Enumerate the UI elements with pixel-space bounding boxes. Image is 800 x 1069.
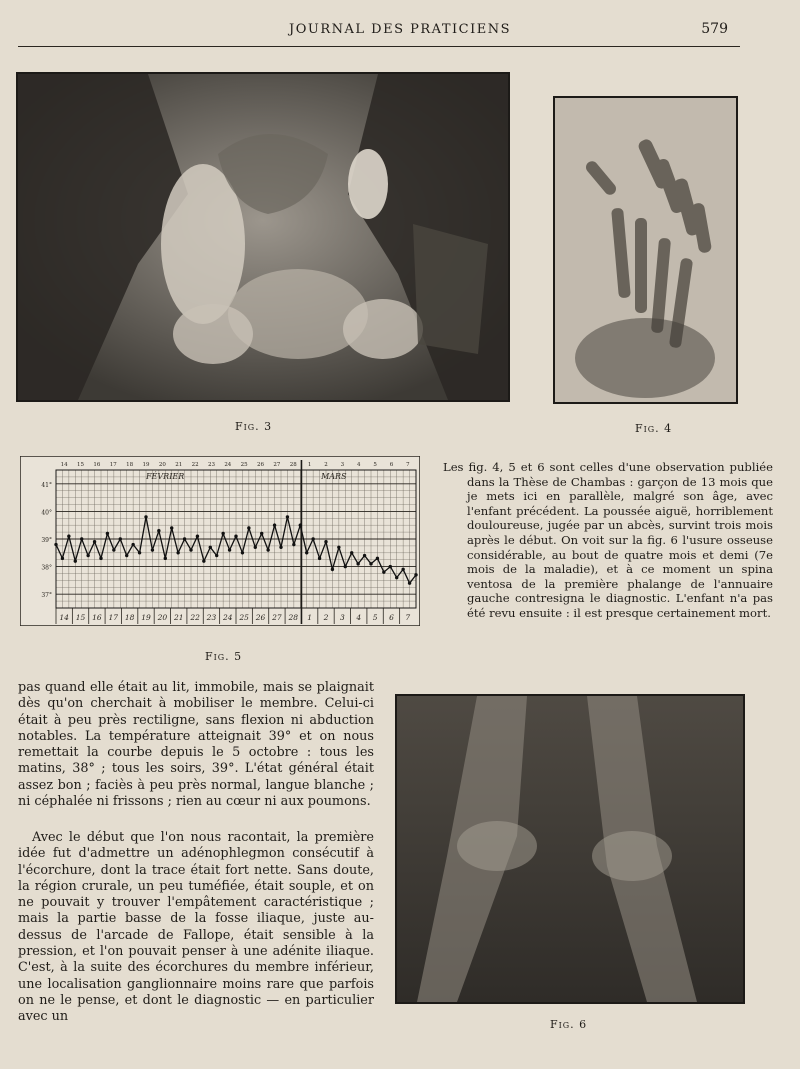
x-tick-label: 26 (255, 613, 266, 622)
temperature-point (356, 562, 359, 565)
x-tick-label: 27 (272, 613, 282, 622)
top-date-label: 7 (406, 462, 410, 468)
fig5-temperature-chart (20, 456, 420, 626)
fig4-radiograph (553, 96, 738, 404)
temperature-point (157, 529, 160, 532)
y-tick-label: 40° (41, 509, 52, 517)
top-date-label: 17 (109, 462, 117, 468)
temperature-point (260, 532, 263, 535)
x-tick-label: 21 (173, 613, 184, 622)
temperature-point (369, 562, 372, 565)
temperature-point (363, 554, 366, 557)
temperature-point (382, 570, 385, 573)
temperature-point (54, 543, 57, 546)
observation-paragraph: Les fig. 4, 5 et 6 sont celles d'une observation publiée dans la Thèse de Chambas : garçon de 13 mois que je mets ici en parallèle, malgré son âge, avec l'enfant précédent. La poussée aiguë, horriblement douloureuse, jugée par un abcès, survint trois mois après le début. On voit sur la fig. 6 l'usure osseuse considérable, au bout de quatre mois et demi (7e mois de la maladie), et à ce moment un spina ventosa de la première phalange de l'annuaire gauche contresigna le diagnostic. L'enfant n'a pas été revu ensuite : il est presque certainement mort. (443, 460, 773, 620)
temperature-point (189, 548, 192, 551)
top-date-label: 16 (93, 462, 101, 468)
top-date-label: 6 (389, 462, 394, 468)
temperature-point (151, 548, 154, 551)
temperature-point (164, 557, 167, 560)
top-date-label: 1 (307, 462, 312, 468)
temperature-point (305, 551, 308, 554)
paragraph-text: pas quand elle était au lit, immobile, mais se plaignait dès qu'on cherchait à mobiliser le membre. Celui-ci était à peu près rectiligne, sans flexion ni abduction notables. La température atteignait 39° et on nous remettait la courbe depuis le 5 octobre : tous les matins, 38° ; tous les soirs, 39°. L'état général était assez bon ; faciès à peu près normal, langue blanche ; ni céphalée ni frissons ; rien au cœur ni aux poumons. (18, 680, 374, 810)
temperature-point (414, 573, 417, 576)
top-date-label: 19 (142, 462, 150, 468)
x-tick-label: 4 (356, 613, 362, 622)
y-tick-label: 37° (41, 592, 52, 600)
top-date-label: 22 (191, 462, 199, 468)
temperature-point (202, 559, 205, 562)
x-tick-label: 18 (124, 613, 135, 622)
x-tick-label: 16 (92, 613, 102, 622)
fig6-caption: Fig. 6 (550, 1018, 588, 1031)
temperature-point (74, 559, 77, 562)
fig4-caption: Fig. 4 (635, 422, 673, 435)
x-tick-label: 17 (108, 613, 119, 622)
temperature-point (80, 537, 83, 540)
month-label: MARS (321, 472, 347, 481)
temperature-point (138, 551, 141, 554)
month-label: FÉVRIER (146, 472, 185, 481)
temperature-point (209, 546, 212, 549)
fig3-radiograph (16, 72, 510, 402)
temperature-point (61, 557, 64, 560)
temperature-chart-svg (20, 456, 420, 626)
temperature-point (125, 554, 128, 557)
y-tick-label: 41° (41, 481, 52, 489)
temperature-point (401, 568, 404, 571)
temperature-point (119, 537, 122, 540)
top-date-label: 25 (240, 462, 248, 468)
temperature-point (254, 546, 257, 549)
fig5-caption: Fig. 5 (205, 650, 243, 663)
temperature-point (324, 540, 327, 543)
top-date-label: 27 (273, 462, 281, 468)
x-tick-label: 2 (323, 613, 329, 622)
temperature-point (408, 581, 411, 584)
x-tick-label: 7 (405, 613, 411, 622)
x-tick-label: 24 (223, 613, 233, 622)
temperature-point (389, 565, 392, 568)
header-rule (18, 46, 740, 47)
temperature-point (292, 543, 295, 546)
y-tick-label: 38° (41, 564, 52, 572)
x-tick-label: 3 (339, 613, 345, 622)
temperature-point (144, 515, 147, 518)
fig3-caption: Fig. 3 (235, 420, 273, 433)
temperature-point (99, 557, 102, 560)
temperature-point (228, 548, 231, 551)
running-title: JOURNAL DES PRATICIENS (289, 22, 511, 37)
temperature-point (196, 535, 199, 538)
fig6-radiograph (395, 694, 745, 1004)
top-date-label: 3 (340, 462, 345, 468)
top-date-label: 28 (289, 462, 297, 468)
top-date-label: 5 (373, 462, 377, 468)
temperature-point (183, 537, 186, 540)
left-column-paragraph-2 (18, 830, 374, 1026)
temperature-point (67, 535, 70, 538)
x-tick-label: 15 (75, 613, 86, 622)
x-tick-label: 20 (157, 613, 168, 622)
temperature-point (215, 554, 218, 557)
temperature-point (344, 565, 347, 568)
temperature-point (86, 554, 89, 557)
page-number: 579 (701, 21, 728, 37)
temperature-point (350, 551, 353, 554)
temperature-point (318, 557, 321, 560)
top-date-label: 24 (224, 462, 232, 468)
y-tick-label: 39° (41, 537, 52, 544)
top-date-label: 18 (126, 462, 134, 468)
x-tick-label: 6 (389, 613, 394, 622)
temperature-point (176, 551, 179, 554)
chart-frame (20, 456, 420, 626)
x-tick-label: 1 (307, 613, 313, 622)
top-date-label: 20 (158, 462, 166, 468)
right-column-text (443, 460, 773, 621)
paragraph-text: Avec le début que l'on nous racontait, la première idée fut d'admettre un adénophlegmon consécutif à l'écorchure, dont la trace était fort nette. Sans doute, la région crurale, un peu tuméfiée, était souple, et on ne pouvait y trouver l'empâtement caractéristique ; mais la partie basse de la fosse iliaque, juste au-dessus de l'arcade de Fallope, était sensible à la pression, et l'on pouvait penser à une adénite iliaque. C'est, à la suite des écorchures du membre inférieur, une localisation ganglionnaire moins rare que parfois on ne le pense, et dont le diagnostic — en particulier avec un (18, 830, 374, 1025)
temperature-point (106, 532, 109, 535)
top-date-label: 4 (356, 462, 361, 468)
top-date-label: 23 (207, 462, 215, 468)
x-tick-label: 14 (59, 613, 69, 622)
top-date-label: 21 (175, 462, 183, 468)
temperature-point (395, 576, 398, 579)
temperature-point (93, 540, 96, 543)
top-date-label: 26 (257, 462, 265, 468)
temperature-point (234, 535, 237, 538)
temperature-point (286, 515, 289, 518)
temperature-point (241, 551, 244, 554)
temperature-point (266, 548, 269, 551)
temperature-point (376, 557, 379, 560)
temperature-point (299, 524, 302, 527)
temperature-point (170, 526, 173, 529)
top-date-label: 15 (77, 462, 85, 468)
x-tick-label: 19 (141, 613, 151, 622)
temperature-point (221, 532, 224, 535)
temperature-point (112, 548, 115, 551)
x-tick-label: 5 (372, 613, 378, 622)
top-date-label: 14 (60, 462, 68, 468)
x-tick-label: 28 (288, 613, 299, 622)
x-tick-label: 25 (239, 613, 249, 622)
temperature-point (273, 524, 276, 527)
temperature-point (331, 568, 334, 571)
top-date-label: 2 (324, 462, 328, 468)
temperature-point (337, 546, 340, 549)
x-tick-label: 22 (190, 613, 200, 622)
x-tick-label: 23 (206, 613, 217, 622)
left-column-paragraph-1 (18, 680, 374, 810)
temperature-point (131, 543, 134, 546)
temperature-point (247, 526, 250, 529)
temperature-point (311, 537, 314, 540)
temperature-point (279, 546, 282, 549)
